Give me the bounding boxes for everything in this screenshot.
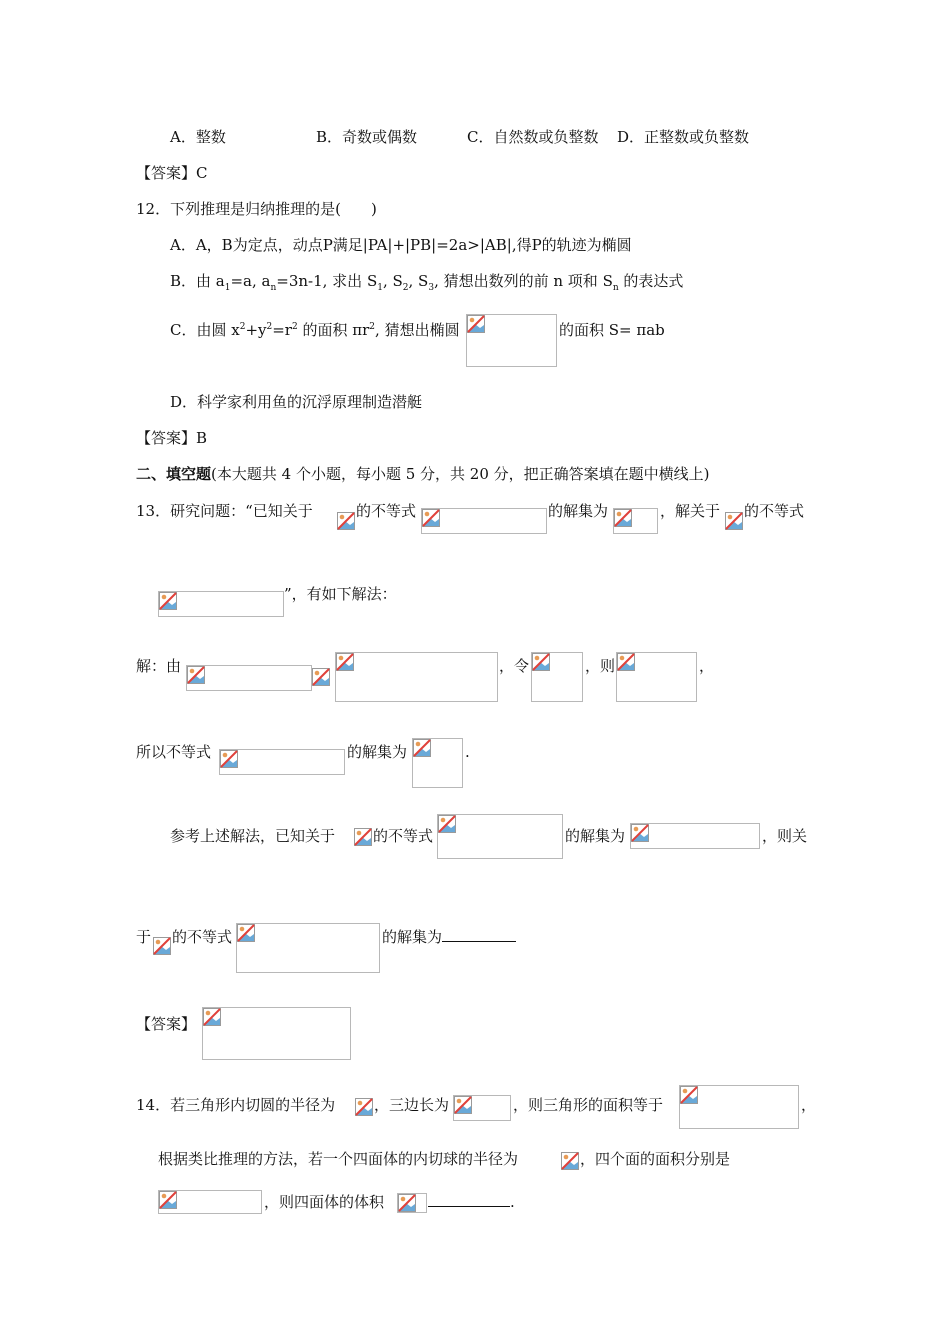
q14-text: ，三边长为: [374, 1096, 450, 1114]
q13-text: ”，有如下解法：: [284, 585, 397, 603]
text: B．由 a: [170, 272, 225, 290]
formula-image-placeholder: [613, 508, 658, 534]
broken-image-icon: [159, 1191, 177, 1209]
broken-image-icon: [614, 509, 632, 527]
q13-text: 的解集为: [382, 928, 443, 946]
broken-image-icon: [413, 739, 431, 757]
section-heading: [136, 464, 710, 484]
broken-image-icon: [159, 592, 177, 610]
question-text: 下列推理是归纳推理的是( ): [170, 200, 377, 218]
superscript: 2: [266, 322, 273, 332]
q13-text: .: [465, 743, 470, 761]
formula-image-placeholder: [453, 1095, 511, 1121]
subscript: n: [612, 283, 619, 293]
subscript: 1: [224, 283, 231, 293]
option-b: B．奇数或偶数: [316, 128, 418, 146]
q13-text: 参考上述解法，已知关于: [170, 827, 336, 845]
superscript: 2: [369, 322, 376, 332]
broken-image-icon: [312, 668, 330, 686]
q13-text: 的不等式: [373, 827, 434, 845]
broken-image-icon: [617, 653, 635, 671]
option-a: A．整数: [170, 128, 226, 146]
option-d: D．正整数或负整数: [617, 128, 750, 146]
formula-image-placeholder: [616, 652, 697, 702]
subscript: n: [270, 283, 277, 293]
option-c: C．自然数或负整数: [467, 128, 599, 146]
formula-image-placeholder: [158, 591, 284, 617]
q14-text: ，则三角形的面积等于: [513, 1096, 664, 1114]
broken-image-icon: [187, 666, 205, 684]
section-note: (本大题共 4 个小题，每小题 5 分，共 20 分，把正确答案填在题中横线上): [211, 465, 710, 483]
formula-image-placeholder: [725, 512, 743, 530]
q14-text: 14．若三角形内切圆的半径为: [136, 1096, 336, 1114]
answer-blank: [442, 927, 516, 942]
text: , S: [382, 272, 403, 290]
q13-text: 所以不等式: [136, 743, 212, 761]
formula-image-placeholder: [186, 665, 312, 691]
broken-image-icon: [561, 1152, 579, 1170]
answer-label: 【答案】: [136, 1015, 197, 1033]
text: =r: [272, 321, 292, 339]
q12-option-c: [170, 320, 460, 340]
broken-image-icon: [355, 1098, 373, 1116]
formula-image-placeholder: [630, 823, 760, 849]
answer-label: 【答案】: [136, 429, 197, 447]
answer-image-placeholder: [202, 1007, 351, 1060]
q14-blank-line: [428, 1192, 515, 1212]
broken-image-icon: [220, 750, 238, 768]
q12-option-c-tail: 的面积 S= πab: [559, 321, 665, 339]
question-number: 12．: [136, 200, 171, 218]
text: 的面积 πr: [297, 321, 370, 339]
q14-text: 根据类比推理的方法，若一个四面体的内切球的半径为: [158, 1150, 519, 1168]
broken-image-icon: [336, 653, 354, 671]
text: C．由圆 x: [170, 321, 240, 339]
formula-image-placeholder: [219, 749, 345, 775]
answer-label: 【答案】: [136, 164, 197, 182]
broken-image-icon: [203, 1008, 221, 1026]
q13-text: ，解关于: [660, 502, 721, 520]
question-12: [136, 199, 377, 219]
q13-text: 的解集为: [565, 827, 626, 845]
q13-text: 的不等式: [172, 928, 233, 946]
text: , 猜想出数列的前 n 项和 S: [434, 272, 613, 290]
section-title: 二、填空题: [136, 465, 212, 483]
q13-text: 的不等式: [744, 502, 805, 520]
q14-text: ，: [801, 1096, 817, 1114]
q13-text: 的解集为: [347, 743, 408, 761]
text: , 猜想出椭圆: [375, 321, 460, 339]
q13-text: 的不等式: [356, 502, 417, 520]
broken-image-icon: [337, 512, 355, 530]
superscript: 2: [291, 322, 298, 332]
formula-image-placeholder: [153, 937, 171, 955]
answer-line: [136, 428, 207, 448]
formula-image-placeholder: [466, 314, 557, 367]
q13-text: ，则关: [762, 827, 808, 845]
formula-image-placeholder: [355, 1098, 373, 1116]
broken-image-icon: [398, 1194, 416, 1212]
broken-image-icon: [454, 1096, 472, 1114]
q14-text: ，四个面的面积分别是: [580, 1150, 731, 1168]
answer-value: B: [196, 429, 208, 447]
formula-image-placeholder: [421, 508, 547, 534]
subscript: 3: [428, 283, 435, 293]
broken-image-icon: [354, 828, 372, 846]
text: =3n-1, 求出 S: [276, 272, 378, 290]
formula-image-placeholder: [561, 1152, 579, 1170]
text: =a, a: [230, 272, 271, 290]
formula-image-placeholder: [312, 668, 332, 688]
formula-image-placeholder: [337, 512, 355, 530]
broken-image-icon: [438, 815, 456, 833]
q13-text: 解：由: [136, 657, 182, 675]
answer-value: C: [196, 164, 208, 182]
q12-option-d: D．科学家利用鱼的沉浮原理制造潜艇: [170, 393, 423, 411]
text: , S: [408, 272, 429, 290]
formula-image-placeholder: [354, 828, 372, 846]
q12-option-a: A．A，B为定点，动点P满足|PA|+|PB|=2a>|AB|,得P的轨迹为椭圆: [170, 236, 632, 254]
q13-text: 13．研究问题：“已知关于: [136, 502, 313, 520]
formula-image-placeholder: [679, 1085, 799, 1129]
subscript: 2: [402, 283, 409, 293]
q13-text: [382, 927, 516, 947]
q13-text: ，令: [499, 657, 530, 675]
broken-image-icon: [153, 937, 171, 955]
broken-image-icon: [725, 512, 743, 530]
superscript: 2: [239, 322, 246, 332]
broken-image-icon: [532, 653, 550, 671]
q13-text: 于: [136, 928, 152, 946]
formula-image-placeholder: [437, 814, 563, 859]
q14-text: ，则四面体的体积: [264, 1193, 385, 1211]
formula-image-placeholder: [531, 652, 583, 702]
formula-image-placeholder: [335, 652, 498, 702]
subscript: 1: [377, 283, 383, 293]
text: +y: [245, 321, 267, 339]
broken-image-icon: [631, 824, 649, 842]
broken-image-icon: [422, 509, 440, 527]
q13-text: ，: [699, 657, 715, 675]
formula-image-placeholder: [236, 923, 380, 973]
answer-blank: [428, 1192, 510, 1207]
q12-option-b: [170, 271, 683, 291]
broken-image-icon: [680, 1086, 698, 1104]
q13-text: 的解集为: [548, 502, 609, 520]
broken-image-icon: [237, 924, 255, 942]
formula-image-placeholder: [397, 1193, 427, 1213]
text: 的表达式: [618, 272, 684, 290]
q13-text: ，则: [585, 657, 616, 675]
formula-image-placeholder: [158, 1190, 262, 1214]
q14-text: .: [510, 1193, 515, 1211]
broken-image-icon: [467, 315, 485, 333]
answer-line: [136, 163, 208, 183]
formula-image-placeholder: [412, 738, 463, 788]
